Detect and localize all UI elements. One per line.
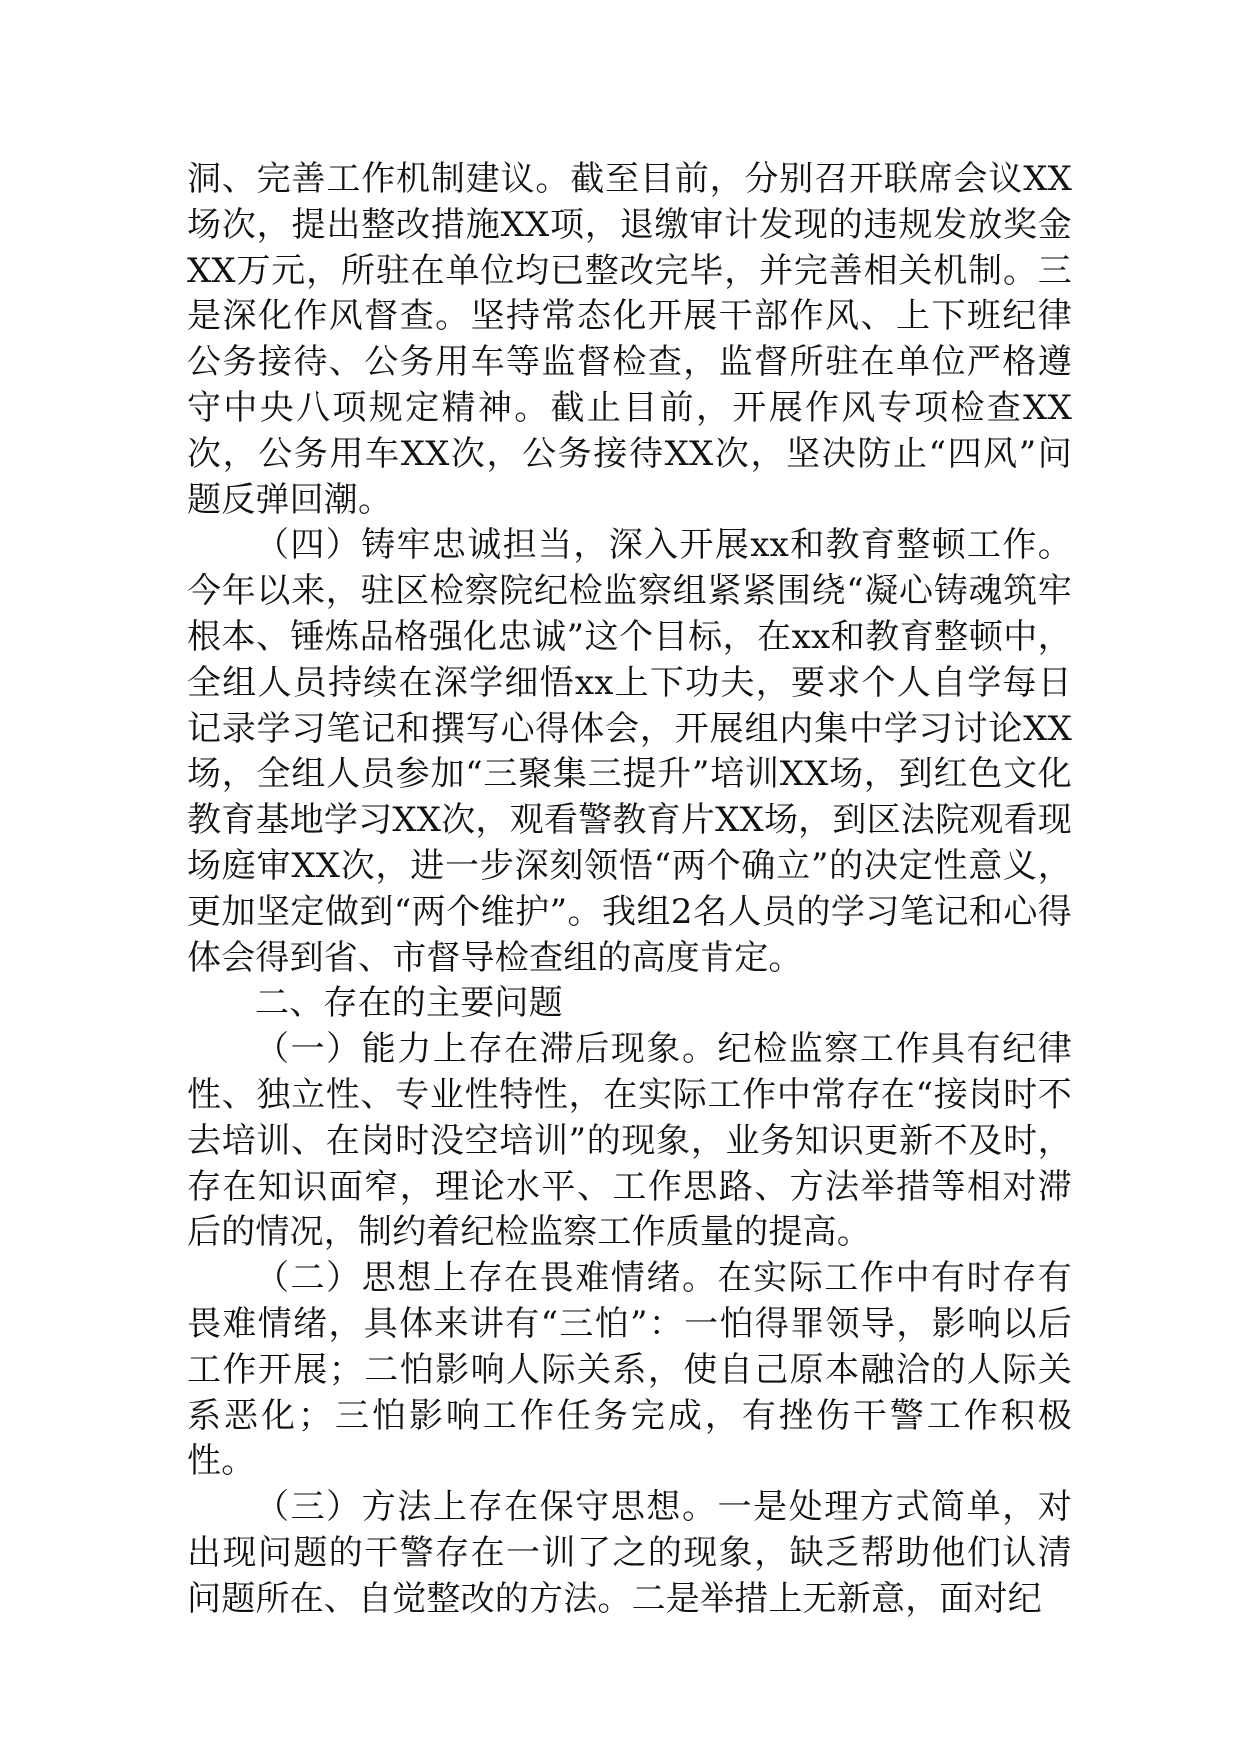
paragraph-problem-three-methods: （三）方法上存在保守思想。一是处理方式简单，对出现问题的干警存在一训了之的现象，缺乏帮助他们认清问题所在、自觉整改的方法。二是举措上无新意，面对纪 xyxy=(187,1487,1072,1619)
paragraph-section-four-loyalty: （四）铸牢忠诚担当，深入开展xx和教育整顿工作。今年以来，驻区检察院纪检监察组紧紧围绕“凝心铸魂筑牢根本、锤炼品格强化忠诚”这个目标，在xx和教育整顿中，全组人员持续在深学细悟xx上下功夫，要求个人自学每日记录学习笔记和撰写心得体会，开展组内集中学习讨论XX场，全组人员参加“三聚集三提升”培训XX场，到红色文化教育基地学习XX次，观看警教育片XX场，到区法院观看现场庭审XX次，进一步深刻领悟“两个确立”的决定性意义，更加坚定做到“两个维护”。我组2名人员的学习笔记和心得体会得到省、市督导检查组的高度肯定。 xyxy=(187,525,1072,978)
paragraph-problem-one-ability: （一）能力上存在滞后现象。纪检监察工作具有纪律性、独立性、专业性特性，在实际工作中常存在“接岗时不去培训、在岗时没空培训”的现象，业务知识更新不及时，存在知识面窄，理论水平、工作思路、方法举措等相对滞后的情况，制约着纪检监察工作质量的提高。 xyxy=(187,1029,1072,1253)
paragraph-problem-two-mindset: （二）思想上存在畏难情绪。在实际工作中有时存有畏难情绪，具体来讲有“三怕”：一怕得罪领导，影响以后工作开展；二怕影响人际关系，使自己原本融洽的人际关系恶化；三怕影响工作任务完成，有挫伤干警工作积极性。 xyxy=(187,1258,1072,1482)
paragraph-continued-work-mechanism: 洞、完善工作机制建议。截至目前，分别召开联席会议XX场次，提出整改措施XX项，退缴审计发现的违规发放奖金XX万元，所驻在单位均已整改完毕，并完善相关机制。三是深化作风督查。坚持常态化开展干部作风、上下班纪律公务接待、公务用车等监督检查，监督所驻在单位严格遵守中央八项规定精神。截止目前，开展作风专项检查XX次，公务用车XX次，公务接待XX次，坚决防止“四风”问题反弹回潮。 xyxy=(187,159,1072,520)
document-body xyxy=(187,157,1072,1623)
heading-main-problems: 二、存在的主要问题 xyxy=(255,983,563,1024)
